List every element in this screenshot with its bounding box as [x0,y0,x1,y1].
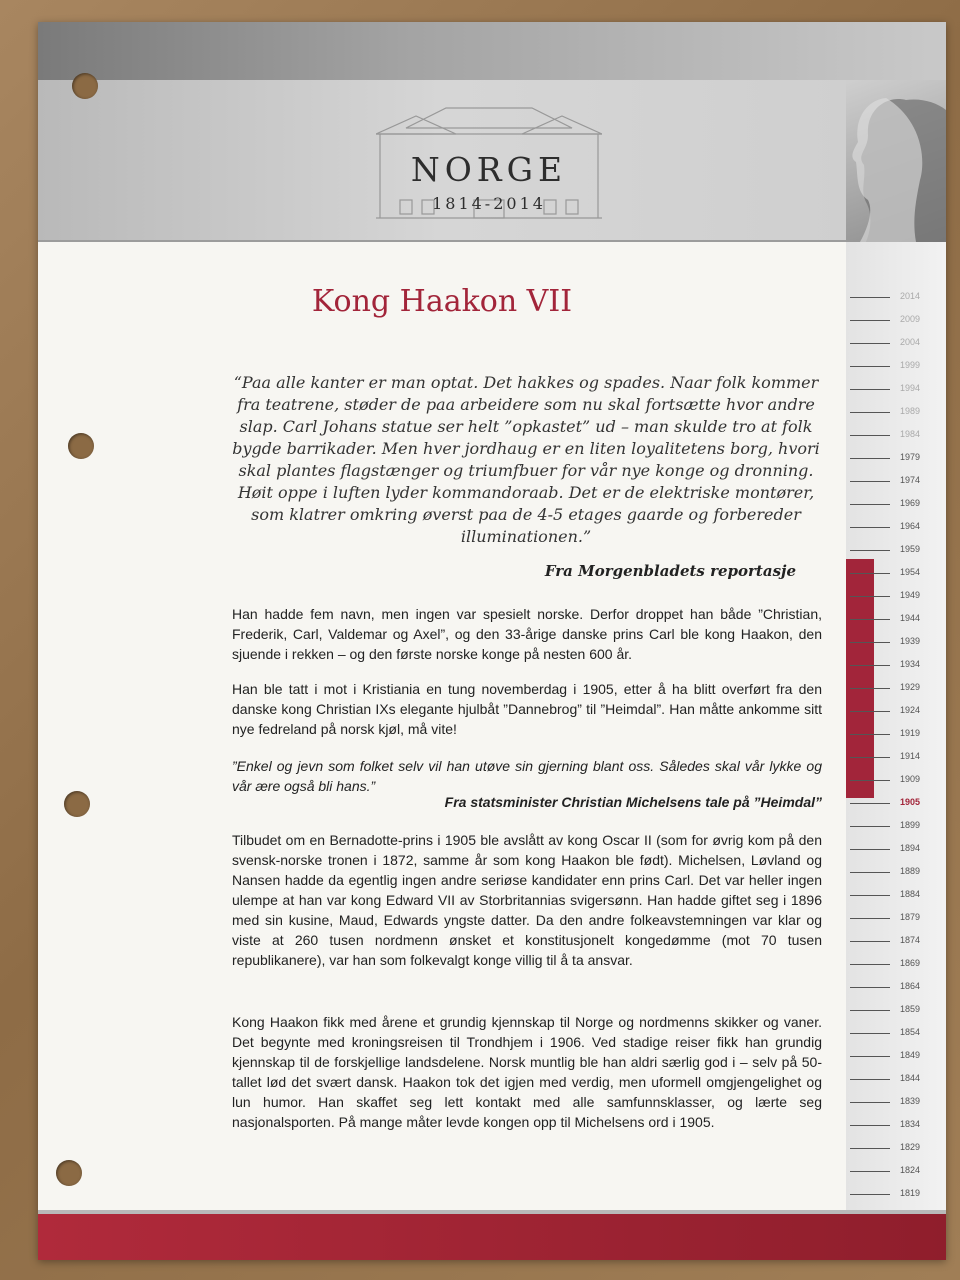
timeline-year-label: 1929 [899,682,921,692]
timeline-year-label: 1879 [899,912,921,922]
timeline-year-label: 1939 [899,636,921,646]
timeline-year-label: 2009 [899,314,921,324]
paragraph-2: Han ble tatt i mot i Kristiania en tung novemberdag i 1905, etter å ha blitt overført fra den danske kong Christian IXs elegante hjulbåt ”Dannebrog” til ”Heimdal”. Han måtte ankomme sitt nye fedreland på norsk kjøl, må vite! [232,681,822,737]
timeline-year-label: 1994 [899,383,921,393]
timeline-year-label: 1944 [899,613,921,623]
timeline-year-label: 1854 [899,1027,921,1037]
document-sheet [38,22,946,1260]
michelsen-quote-source: Fra statsminister Christian Michelsens tale på ”Heimdal” [444,794,822,810]
timeline-year-label: 1839 [899,1096,921,1106]
bottom-red-band [38,1210,946,1260]
timeline-year-label: 1819 [899,1188,921,1198]
timeline-year-label: 1979 [899,452,921,462]
timeline-year-label: 2014 [899,291,921,301]
page-title: Kong Haakon VII [311,284,573,319]
quote-source: Fra Morgenbladets reportasje [544,562,796,580]
paragraph-4: Kong Haakon fikk med årene et grundig kjennskap til Norge og nordmenns skikker og vaner. Det begynte med kroningsreisen til Trondhjem i 1906. Ved stadige reiser fikk han grundig kjennskap til de forskjellige landsdelene. Norsk muntlig ble han aldri særlig god i – selv på 50-tallet lød det svært dansk. Haakon tok det igjen med verdig, men uformell omgjengelighet og lun humor. Han skaffet seg lett kontakt med alle samfunnsklasser, og lærte seg nasjonalsporten. På mange måter levde kongen opp til Michelsens ord i 1905. [232,1014,822,1130]
paragraph-1: Han hadde fem navn, men ingen var spesielt norske. Derfor droppet han både ”Christian, Frederik, Carl, Valdemar og Axel”, og den 33-årige danske prins Carl ble kong Haakon, den sjuende i rekken – og den første norske konge på nesten 600 år. [232,606,822,662]
timeline-year-label: 1864 [899,981,921,991]
timeline-year-label: 1999 [899,360,921,370]
emblem-title: NORGE [410,150,568,189]
year-timeline [846,242,946,1222]
timeline-year-label: 1844 [899,1073,921,1083]
timeline-year-label: 1909 [899,774,921,784]
timeline-year-label: 1869 [899,958,921,968]
timeline-year-label: 1989 [899,406,921,416]
timeline-year-label: 1824 [899,1165,921,1175]
top-grey-band [38,22,946,80]
timeline-year-label: 1849 [899,1050,921,1060]
king-portrait-image [846,80,946,242]
paragraph-3: Tilbudet om en Bernadotte-prins i 1905 ble avslått av kong Oscar II (som for øvrig kom på den svensk-norske tronen i 1872, samme år som kong Haakon ble født). Michelsen, Løvland og Nansen hadde da egentlig ingen andre seriøse kandidater enn prins Carl. Det var heller ingen ulempe at han var kong Edward VII av Storbritannias svigersønn. Han hadde giftet seg i 1896 med sin kusine, Maud, Edwards yngste datter. Da den andre folkeavstemningen var klar og viste at 260 tusen nordmenn ønsket et konstitusjonelt kongedømme (mot 70 tusen republikanere), var han som folkevalgt konge villig til å ta ansvar. [232,832,822,968]
norge-emblem [376,94,602,224]
timeline-year-label: 1969 [899,498,921,508]
timeline-year-label: 1884 [899,889,921,899]
timeline-year-label: 1934 [899,659,921,669]
timeline-year-label: 2004 [899,337,921,347]
binder-hole-2 [68,433,94,459]
timeline-year-label: 1974 [899,475,921,485]
header-band [38,80,846,242]
timeline-year-label: 1954 [899,567,921,577]
timeline-year-label: 1924 [899,705,921,715]
michelsen-quote: ”Enkel og jevn som folket selv vil han utøve sin gjerning blant oss. Således skal vår lykke og vår ære også bli hans.” [232,758,822,794]
timeline-year-label: 1859 [899,1004,921,1014]
timeline-year-label: 1894 [899,843,921,853]
timeline-year-label: 1834 [899,1119,921,1129]
timeline-year-label: 1964 [899,521,921,531]
timeline-year-label: 1914 [899,751,921,761]
timeline-year-label: 1905 [899,797,921,807]
opening-quote: “Paa alle kanter er man optat. Det hakkes og spades. Naar folk kommer fra teatrene, støder de paa arbeidere som nu skal fortsætte hvor andre slap. Carl Johans statue ser helt ”opkastet” ud – man skulde tro at folk bygde barrikader. Men hver jordhaug er en liten loyalitetens borg, hvori skal plantes flagstænger og triumfbuer for vår nye konge og dronning. Høit oppe i luften lyder kommandoraab. Det er de elektriske montører, som klatrer omkring øverst paa de 4-5 etages gaarde og forbereder illuminationen.” [232,373,820,546]
binder-hole-4 [56,1160,82,1186]
emblem-years: 1814-2014 [432,194,546,213]
timeline-year-label: 1919 [899,728,921,738]
timeline-year-label: 1984 [899,429,921,439]
timeline-year-label: 1899 [899,820,921,830]
timeline-year-label: 1829 [899,1142,921,1152]
timeline-year-label: 1889 [899,866,921,876]
binder-hole-1 [72,73,98,99]
timeline-year-label: 1959 [899,544,921,554]
binder-hole-3 [64,791,90,817]
timeline-year-label: 1949 [899,590,921,600]
timeline-year-label: 1874 [899,935,921,945]
